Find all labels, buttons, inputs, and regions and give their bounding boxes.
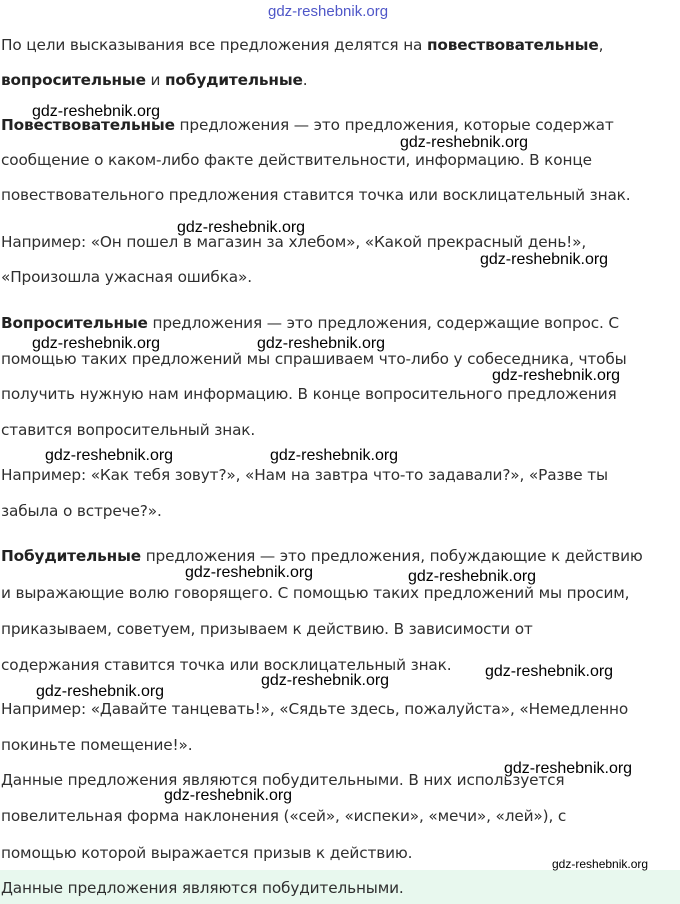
watermark: gdz-reshebnik.org bbox=[270, 447, 399, 464]
term-interrogative-intro: вопросительные bbox=[1, 71, 146, 89]
watermark: gdz-reshebnik.org bbox=[32, 335, 161, 352]
term-declarative: Повествовательные bbox=[1, 116, 175, 134]
imperative-line-1 bbox=[1, 546, 643, 566]
watermark: gdz-reshebnik.org bbox=[36, 683, 165, 700]
term-imperative-intro: побудительные bbox=[165, 71, 303, 89]
header-watermark: gdz-reshebnik.org bbox=[268, 3, 389, 20]
intro-comma: , bbox=[598, 36, 604, 54]
interrogative-example-2: забыла о встрече?». bbox=[1, 502, 162, 520]
interrogative-def: предложения — это предложения, содержащие вопрос. С bbox=[147, 314, 619, 332]
watermark: gdz-reshebnik.org bbox=[492, 367, 621, 384]
explanation-line-3: помощью которой выражается призыв к действию. bbox=[1, 844, 413, 862]
watermark: gdz-reshebnik.org bbox=[177, 219, 306, 236]
imperative-def: предложения — это предложения, побуждающие к действию bbox=[140, 547, 643, 565]
imperative-line-4: содержания ставится точка или восклицательный знак. bbox=[1, 656, 452, 674]
watermark: gdz-reshebnik.org bbox=[164, 787, 293, 804]
declarative-example-2: «Произошла ужасная ошибка». bbox=[1, 268, 252, 286]
declarative-example-1: Например: «Он пошел в магазин за хлебом», «Какой прекрасный день!», bbox=[1, 233, 587, 251]
imperative-line-3: приказываем, советуем, призываем к действию. В зависимости от bbox=[1, 620, 533, 638]
watermark: gdz-reshebnik.org bbox=[32, 103, 161, 120]
intro-and: и bbox=[145, 71, 166, 89]
intro-line-1 bbox=[1, 35, 603, 55]
watermark: gdz-reshebnik.org bbox=[408, 568, 537, 585]
term-interrogative: Вопросительные bbox=[1, 314, 148, 332]
intro-line-2 bbox=[1, 70, 307, 90]
declarative-def: предложения — это предложения, которые содержат bbox=[174, 116, 614, 134]
answer-text: Данные предложения являются побудительными. bbox=[1, 879, 404, 897]
interrogative-line-1 bbox=[1, 313, 619, 333]
intro-period: . bbox=[302, 71, 308, 89]
watermark: gdz-reshebnik.org bbox=[480, 251, 609, 268]
interrogative-line-3: получить нужную нам информацию. В конце вопросительного предложения bbox=[1, 385, 617, 403]
imperative-line-2: и выражающие волю говорящего. С помощью таких предложений мы просим, bbox=[1, 584, 630, 602]
intro-text: По цели высказывания все предложения делятся на bbox=[1, 36, 427, 54]
watermark: gdz-reshebnik.org bbox=[552, 857, 649, 871]
imperative-example-1: Например: «Давайте танцевать!», «Сядьте здесь, пожалуйста», «Немедленно bbox=[1, 700, 629, 718]
term-imperative: Побудительные bbox=[1, 547, 141, 565]
watermark: gdz-reshebnik.org bbox=[257, 335, 386, 352]
term-declarative-intro: повествовательные bbox=[426, 36, 599, 54]
watermark: gdz-reshebnik.org bbox=[185, 564, 314, 581]
watermark: gdz-reshebnik.org bbox=[400, 134, 529, 151]
watermark: gdz-reshebnik.org bbox=[485, 663, 614, 680]
watermark: gdz-reshebnik.org bbox=[261, 672, 390, 689]
explanation-line-1: Данные предложения являются побудительными. В них используется bbox=[1, 771, 565, 789]
interrogative-line-2: помощью таких предложений мы спрашиваем что-либо у собеседника, чтобы bbox=[1, 350, 627, 368]
explanation-line-2: повелительная форма наклонения («сей», «испеки», «мечи», «лей»), с bbox=[1, 807, 567, 825]
watermark: gdz-reshebnik.org bbox=[45, 447, 174, 464]
declarative-line-3: повествовательного предложения ставится точка или восклицательный знак. bbox=[1, 186, 631, 204]
declarative-line-2: сообщение о каком-либо факте действительности, информацию. В конце bbox=[1, 151, 592, 169]
imperative-example-2: покиньте помещение!». bbox=[1, 736, 193, 754]
interrogative-example-1: Например: «Как тебя зовут?», «Нам на завтра что-то задавали?», «Разве ты bbox=[1, 466, 608, 484]
answer-box bbox=[0, 870, 680, 904]
interrogative-line-4: ставится вопросительный знак. bbox=[1, 421, 256, 439]
watermark: gdz-reshebnik.org bbox=[504, 760, 633, 777]
